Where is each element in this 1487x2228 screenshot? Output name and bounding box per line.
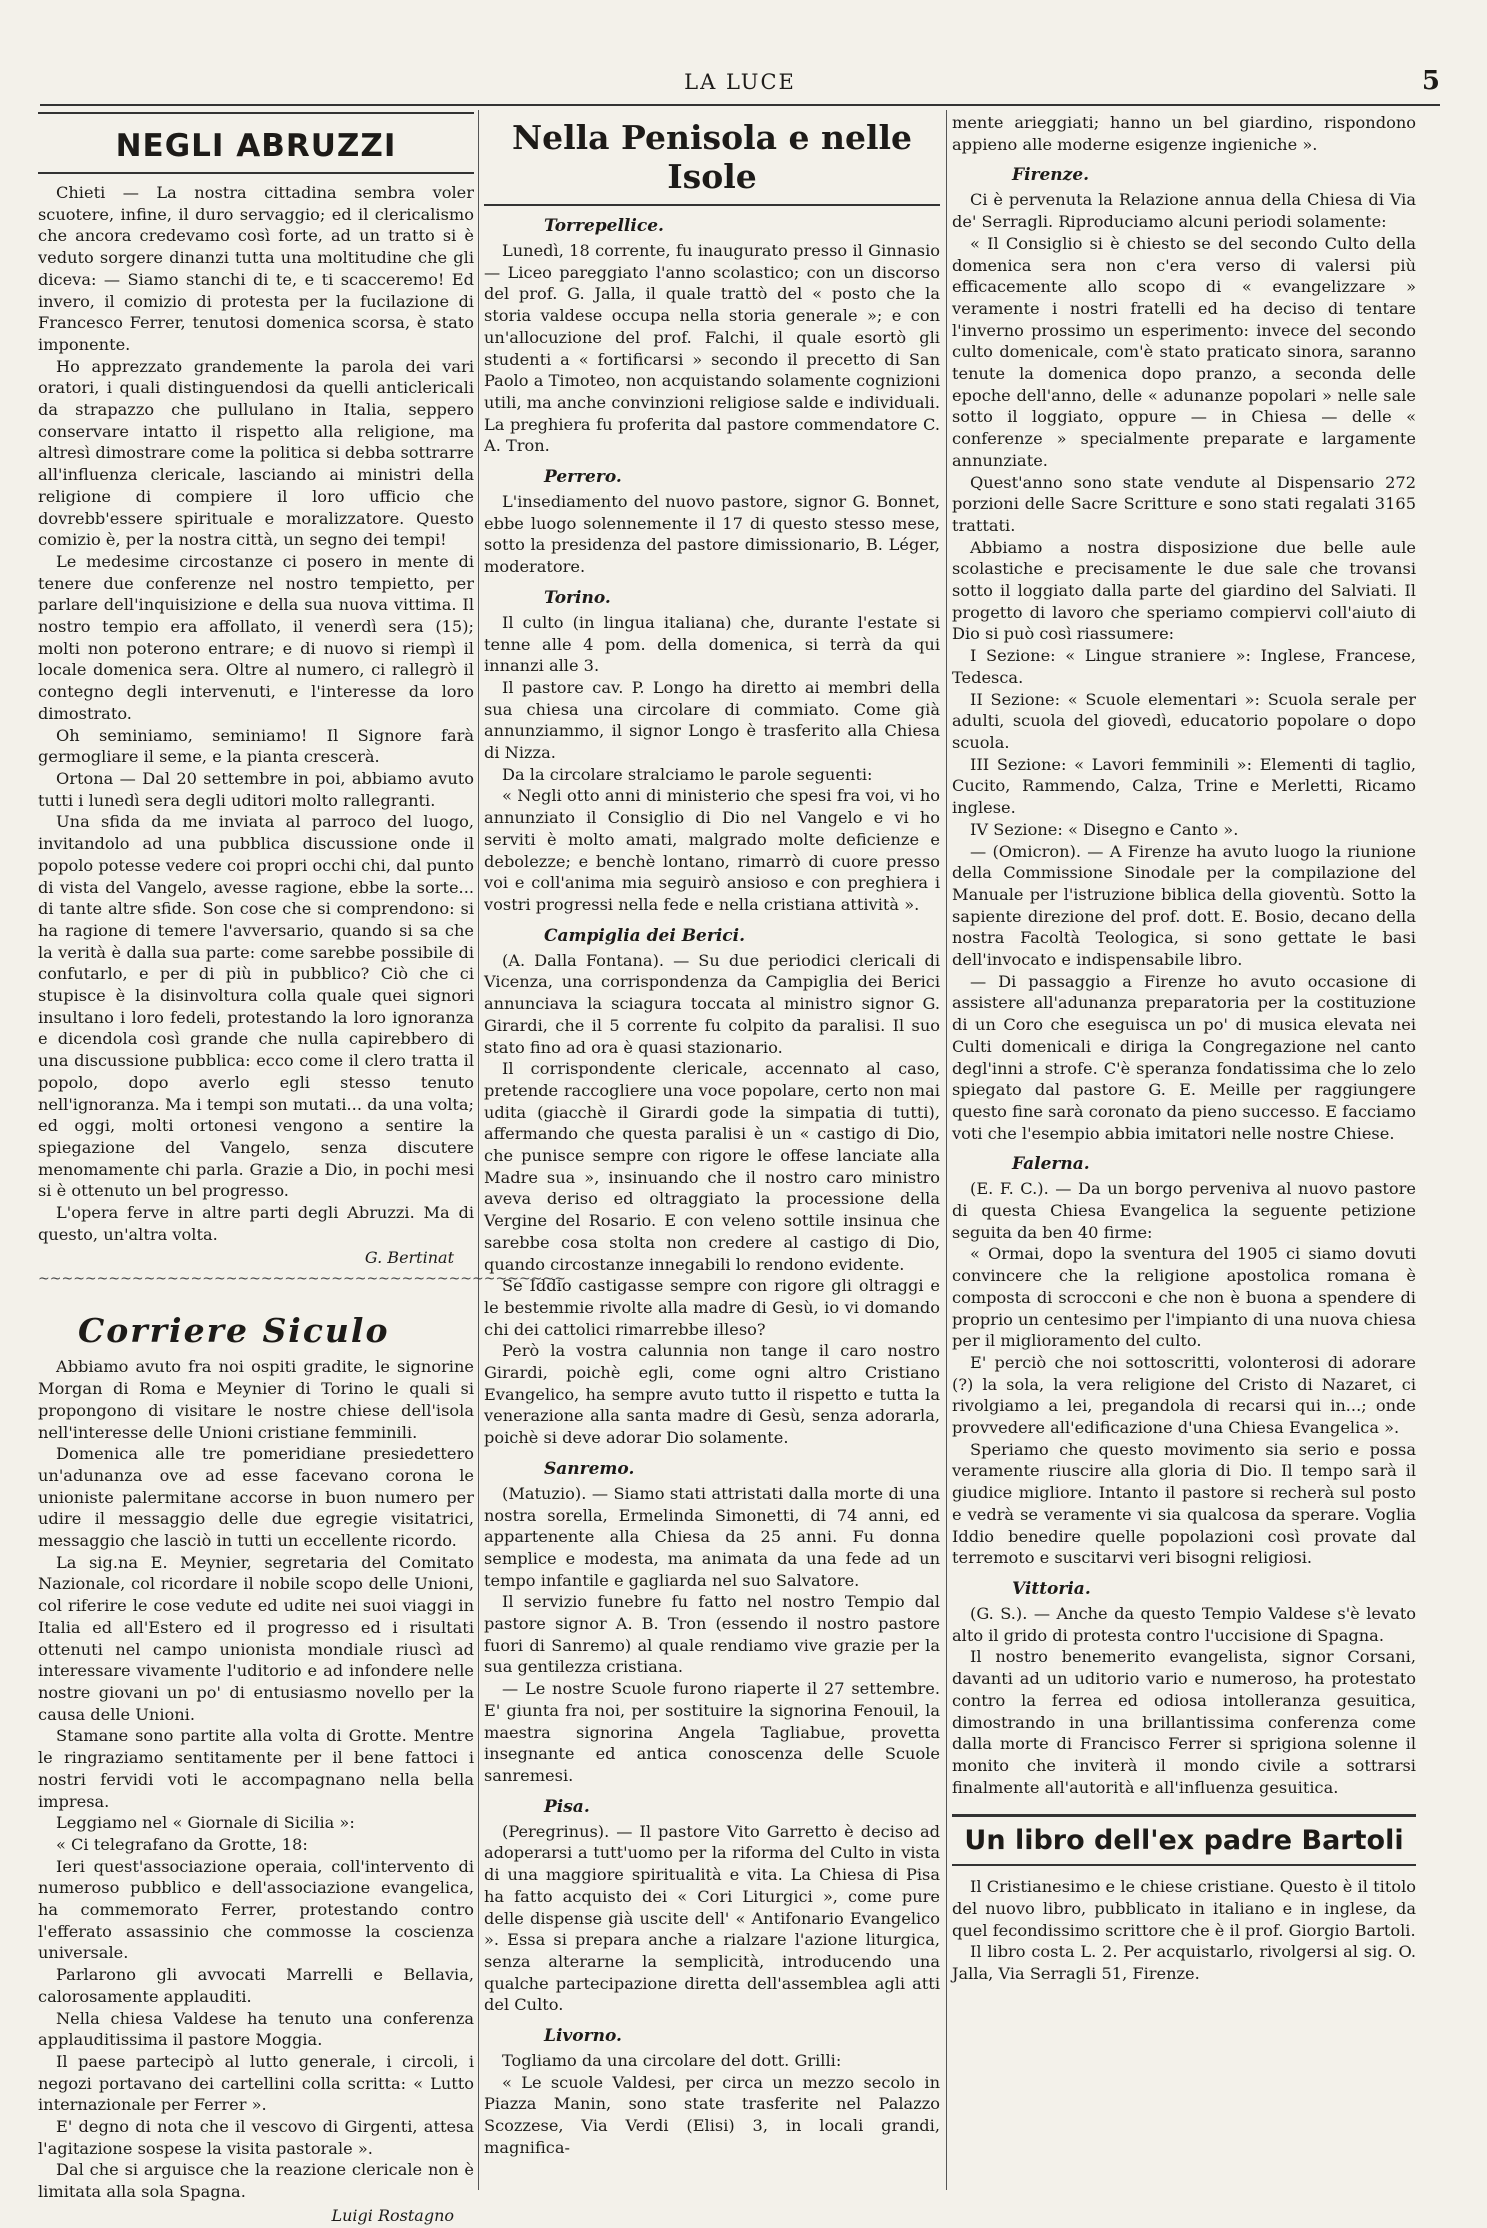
paragraph: Chieti — La nostra cittadina sembra voler scuotere, infine, il duro servaggio; ed il clericalismo che ancora credevamo così forte, ad un tratto si è veduto sorgere dinanzi tutta una moltitudine che gli diceva: — Siamo stanchi di te, e ti scacceremo! Ed invero, il comizio di protesta per la fucilazione di Francesco Ferrer, tenutosi domenica scorsa, è stato imponente. — [38, 183, 474, 354]
subheading: Falerna. — [1012, 1154, 1090, 1175]
paragraph: E' degno di nota che il vescovo di Girgenti, attesa l'agitazione sospese la visita pastorale ». — [38, 2117, 474, 2158]
paragraph: Leggiamo nel « Giornale di Sicilia »: — [56, 1813, 355, 1833]
paragraph: L'opera ferve in altre parti degli Abruzzi. Ma di questo, un'altra volta. — [38, 1203, 474, 1244]
paragraph: Abbiamo avuto fra noi ospiti gradite, le signorine Morgan di Roma e Meynier di Torino le quali si propongono di visitare le nostre chiese dell'isola nell'interesse delle Unioni cristiane femminili. — [38, 1357, 474, 1442]
subheading: Perrero. — [544, 467, 622, 488]
paragraph: La sig.na E. Meynier, segretaria del Comitato Nazionale, col ricordare il nobile scopo delle Unioni, col riferire le cose vedute ed udite nei suoi viaggi in Italia ed all'Estero ed il progresso ed i risultati ottenuti nel campo unionista mondiale riuscì ad interessare vivamente l'uditorio e ad infondere nelle nostre giovani un po' di entusiasmo novello per la causa delle Unioni. — [38, 1552, 474, 1724]
paragraph: Da la circolare stralciamo le parole seguenti: — [502, 764, 873, 784]
paragraph: Il Cristianesimo e le chiese cristiane. Questo è il titolo del nuovo libro, pubblicato in italiano e in inglese, da quel fecondissimo scrittore che è il prof. Giorgio Bartoli. — [952, 1877, 1416, 1940]
paragraph: — (Omicron). — A Firenze ha avuto luogo la riunione della Commissione Sinodale per la compilazione del Manuale per l'istruzione biblica della gioventù. Sotto la sapiente direzione del prof. dott. E. Bosio, decano della nostra Facoltà Teologica, si sono gettate le basi dell'invocato e indispensabile libro. — [952, 841, 1416, 970]
paragraph: Ortona — Dal 20 settembre in poi, abbiamo avuto tutti i lunedì sera degli uditori molto rallegranti. — [38, 768, 474, 810]
paragraph: Il nostro benemerito evangelista, signor Corsani, davanti ad un uditorio vario e numeroso, ha protestato contro la ferrea ed odiosa intolleranza gesuitica, dimostrando in una brillantissima conferenza come dalla morte di Francisco Ferrer si sprigiona solenne il monito che inviterà il mondo civile a sottrarsi finalmente all'autorità e all'influenza gesuitica. — [952, 1647, 1416, 1797]
paragraph: « Il Consiglio si è chiesto se del secondo Culto della domenica sera non c'era verso di valersi più efficacemente allo scopo di « evangelizzare » veramente i nostri fratelli ed ha deciso di tentare l'inverno prossimo un esperimento: invece del secondo culto domenicale, com'è stato praticato sinora, saranno tenute la domenica dopo pranzo, a seconda delle epoche dell'anno, delle « adunanze popolari » nelle sale sotto il loggiato, oppure — in Chiesa — delle « conferenze » specialmente preparate e largamente annunziate. — [952, 233, 1416, 470]
signature: Luigi Rostagno — [331, 2205, 454, 2225]
section-title-corriere-siculo: Corriere Siculo — [78, 1311, 390, 1351]
paragraph: Ieri quest'associazione operaia, coll'intervento di numeroso pubblico e dell'associazione evangelica, ha commemorato Ferrer, protestando contro l'efferato assassinio che commosse la coscienza universale. — [38, 1856, 474, 1963]
paragraph: Il pastore cav. P. Longo ha diretto ai membri della sua chiesa una circolare di commiato. Come già annunziammo, il signor Longo è trasferito alla Chiesa di Nizza. — [484, 677, 940, 763]
paragraph: Il servizio funebre fu fatto nel nostro Tempio dal pastore signor A. B. Tron (essendo il nostro pastore fuori di Sanremo) al quale rendiamo vive grazie per la sua gentilezza cristiana. — [484, 1592, 940, 1677]
column-2 — [484, 112, 940, 2159]
paragraph-continued: mente arieggiati; hanno un bel giardino, rispondono appieno alle moderne esigenze ingieniche ». — [952, 113, 1416, 154]
paragraph: Abbiamo a nostra disposizione due belle aule scolastiche e precisamente le due sale che trovansi sotto il loggiato dalla parte del giardino del Salviati. Il progetto di lavoro che speriamo compiervi coll'aiuto di Dio si può così riassumere: — [952, 537, 1416, 644]
paragraph: (A. Dalla Fontana). — Su due periodici clericali di Vicenza, una corrispondenza da Campiglia dei Berici annunciava la sciagura toccata al ministro signor G. Girardi, che il 5 corrente fu colpito da paralisi. Il suo stato fino ad ora è quasi stazionario. — [484, 950, 940, 1057]
header-rule — [40, 104, 1440, 106]
paragraph: Però la vostra calunnia non tange il caro nostro Girardi, poichè egli, come ogni altro Cristiano Evangelico, ha sempre avuto tutto il rispetto e tutta la venerazione alla santa madre di Gesù, senza adorarla, poichè si deve adorar Dio solamente. — [484, 1341, 940, 1448]
paragraph: Il paese partecipò al lutto generale, i circoli, i negozi portavano dei cartellini colla scritta: « Lutto internazionale per Ferrer ». — [38, 2051, 474, 2115]
column-3 — [952, 112, 1416, 1985]
paragraph: Dal che si arguisce che la reazione clericale non è limitata alla sola Spagna. — [38, 2160, 474, 2202]
subheading: Torino. — [544, 587, 611, 608]
paragraph: Quest'anno sono state vendute al Dispensario 272 porzioni delle Sacre Scritture e sono stati regalati 3165 trattati. — [952, 472, 1416, 535]
paragraph: Le medesime circostanze ci posero in mente di tenere due conferenze nel nostro tempietto, per parlare dell'inquisizione e della sua nuova vittima. Il nostro tempio era affollato, il venerdì sera (15); molti non poterono entrare; e di nuovo si riempì il locale domenica sera. Oltre al numero, ci rallegrò il contegno degli intervenuti, e l'interesse da loro dimostrato. — [38, 551, 474, 723]
subheading: Firenze. — [1012, 165, 1090, 186]
paragraph: Speriamo che questo movimento sia serio e possa veramente riuscire alla gloria di Dio. Il tempo sarà il giudice migliore. Intanto il pastore si recherà sul posto e vedrà se veramente vi sia qualcosa da sperare. Voglia Iddio benedire quelle popolazioni così provate dal terremoto e suscitarvi veri bisogni religiosi. — [952, 1439, 1416, 1568]
paragraph: Se Iddio castigasse sempre con rigore gli oltraggi e le bestemmie rivolte alla madre di Gesù, io vi domando chi dei cattolici rimarrebbe illeso? — [484, 1276, 940, 1339]
wavy-divider: ~~~~~~~~~~~~~~~~~~~~~~~~~~~~~~~~~~~~~~~~~~~~~ — [38, 1271, 566, 1288]
paragraph: — Le nostre Scuole furono riaperte il 27 settembre. E' giunta fra noi, per sostituire la signorina Fenouil, la maestra signorina Angela Tagliabue, provetta insegnante ed antica conoscenza delle Scuole sanremesi. — [484, 1679, 940, 1785]
subheading: Pisa. — [544, 1796, 590, 1817]
paragraph: « Le scuole Valdesi, per circa un mezzo secolo in Piazza Manin, sono state trasferite nel Palazzo Scozzese, Via Verdi (Elisi) 3, in locali grandi, magnifica- — [484, 2072, 940, 2157]
column-rule-1 — [478, 110, 479, 2190]
paragraph: Stamane sono partite alla volta di Grotte. Mentre le ringraziamo sentitamente per il bene fattoci i nostri fervidi voti le accompagnano nella bella impresa. — [38, 1726, 474, 1811]
paragraph: (G. S.). — Anche da questo Tempio Valdese s'è levato alto il grido di protesta contro l'uccisione di Spagna. — [952, 1604, 1416, 1645]
paragraph: « Negli otto anni di ministerio che spesi fra voi, vi ho annunziato il Consiglio di Dio nel Vangelo e vi ho serviti è molto amati, malgrado molte deficienze e debolezze; e benchè lontano, rimarrò di cuore presso voi e coll'anima mia seguirò ansioso e con preghiera i vostri progressi nella fede e nella cristiana attività ». — [484, 786, 940, 914]
paragraph: (Matuzio). — Siamo stati attristati dalla morte di una nostra sorella, Ermelinda Simonetti, di 74 anni, ed appartenente alla Chiesa da 25 anni. Fu donna semplice e modesta, ma animata da una fede ad un tempo infantile e gagliarda nel suo Salvatore. — [484, 1483, 940, 1590]
paragraph: Domenica alle tre pomeridiane presiedettero un'adunanza ove ad esse facevano corona le unioniste palermitane accorse in buon numero per udire il messaggio delle due egregie visitatrici, messaggio che lasciò in tutti un eccellente ricordo. — [38, 1444, 474, 1551]
subheading: Livorno. — [544, 2026, 622, 2047]
subheading: Sanremo. — [544, 1458, 635, 1479]
paragraph: IV Sezione: « Disegno e Canto ». — [970, 819, 1239, 839]
paragraph: Ho apprezzato grandemente la parola dei vari oratori, i quali distinguendosi da quelli anticlericali da strapazzo che pullulano in Italia, seppero conservare intatto il rispetto alla religione, ma altresì dimostrare come la politica si debba sottrarre all'influenza clericale, lasciando ai ministri della religione di compiere il loro ufficio che dovrebb'essere spirituale e moralizzatore. Questo comizio è, per la nostra città, un segno dei tempi! — [38, 356, 474, 550]
paragraph: (Peregrinus). — Il pastore Vito Garretto è deciso ad adoperarsi a tutt'uomo per la riforma del Culto in vista di una maggiore spiritualità e vita. La Chiesa di Pisa ha fatto acquisto dei « Cori Liturgici », come pure delle dispense già uscite dell' « Antifonario Evangelico ». Essa si prepara anche a rialzare l'azione liturgica, senza alterarne la semplicità, introducendo una qualche partecipazione diretta dell'assemblea agli atti del Culto. — [484, 1821, 940, 2015]
signature: G. Bertinat — [364, 1248, 454, 1268]
paragraph: « Ormai, dopo la sventura del 1905 ci siamo dovuti convincere che la religione apostolica romana è composta di scrocconi e che non è buona a spendere di proprio un centesimo per l'impianto di una nuova chiesa per il miglioramento del culto. — [952, 1244, 1416, 1351]
paragraph: (E. F. C.). — Da un borgo perveniva al nuovo pastore di questa Chiesa Evangelica la seguente petizione seguita da ben 40 firme: — [952, 1179, 1416, 1242]
paragraph: Il libro costa L. 2. Per acquistarlo, rivolgersi al sig. O. Jalla, Via Serragli 51, Firenze. — [952, 1942, 1416, 1984]
paragraph: Una sfida da me inviata al parroco del luogo, invitandolo ad una pubblica discussione onde il popolo potesse vedere coi propri occhi chi, dal punto di vista del Vangelo, avesse ragione, ebbe la sorte... di tante altre sfide. Son cose che si comprendono: si ha ragione di temere l'avversario, quando si sa che la verità è dalla sua parte: come sarebbe possibile di confutarlo, e per di più in pubblico? Ciò che ci stupisce è la disinvoltura colla quale quei signori insultano i loro fedeli, protestando la loro ignoranza e dicendola così grande che nulla capirebbero di una discussione pubblica: ecco come il clero tratta il popolo, dopo averlo egli stesso tenuto nell'ignoranza. Ma i tempi son mutati... da una volta; ed oggi, molti ortonesi vengono a sentire la spiegazione del Vangelo, senza discutere menomamente chi parla. Grazie a Dio, in pochi mesi si è ottenuto un bel progresso. — [38, 812, 474, 1201]
section-title-penisola: Nella Penisola e nelle Isole — [484, 112, 940, 206]
paragraph: Togliamo da una circolare del dott. Grilli: — [502, 2051, 842, 2071]
section-title-abruzzi: NEGLI ABRUZZI — [38, 112, 474, 174]
subheading: Vittoria. — [1012, 1579, 1091, 1599]
subheading: Campiglia dei Berici. — [544, 925, 746, 946]
paragraph: L'insediamento del nuovo pastore, signor G. Bonnet, ebbe luogo solennemente il 17 di questo stesso mese, sotto la presidenza del pastore dimissionario, B. Léger, moderatore. — [484, 492, 940, 577]
paragraph: Lunedì, 18 corrente, fu inaugurato presso il Ginnasio — Liceo pareggiato l'anno scolastico; con un discorso del prof. G. Jalla, il quale trattò del « posto che la storia valdese occupa nella storia generale »; e con un'allocuzione del prof. Falchi, il quale esortò gli studenti a « fortificarsi » secondo il precetto di San Paolo a Timoteo, non acquistando solamente cognizioni utili, ma anche convinzioni religiose salde e individuali. La preghiera fu proferita dal pastore commendatore C. A. Tron. — [484, 241, 940, 456]
section-title-bartoli: Un libro dell'ex padre Bartoli — [952, 1814, 1416, 1866]
paragraph: Ci è pervenuta la Relazione annua della Chiesa di Via de' Serragli. Riproduciamo alcuni periodi solamente: — [952, 190, 1416, 232]
paragraph: « Ci telegrafano da Grotte, 18: — [56, 1834, 308, 1854]
paragraph: Il culto (in lingua italiana) che, durante l'estate si tenne alle 4 pom. della domenica, si terrà da qui innanzi alle 3. — [484, 612, 940, 676]
paragraph: Nella chiesa Valdese ha tenuto una conferenza applauditissima il pastore Moggia. — [38, 2008, 474, 2050]
paragraph: Parlarono gli avvocati Marrelli e Bellavia, calorosamente applauditi. — [38, 1965, 474, 2006]
page-header — [40, 64, 1440, 102]
paragraph: Il corrispondente clericale, accennato al caso, pretende raccogliere una voce popolare, certo non mai udita (giacchè il Girardi gode la simpatia di tutti), affermando che questa paralisi è un « castigo di Dio, che punisce sempre con rigore le offese lanciate alla Madre sua », insinuando che il nostro caro ministro aveva deriso ed oltraggiato la processione della Vergine del Rosario. E con veleno sottile insinua che sarebbe cosa stolta non credere al castigo di Dio, quando circostanze innegabili lo rendono evidente. — [484, 1059, 940, 1274]
page-number: 5 — [1421, 66, 1440, 96]
paragraph: — Di passaggio a Firenze ho avuto occasione di assistere all'adunanza preparatoria per la costituzione di un Coro che eseguisca un po' di musica elevata nei Culti domenicali e diriga la Congregazione nel canto degl'inni a strofe. C'è speranza fondatissima che lo zelo spiegato dal pastore G. E. Meille per raggiungere questo fine sarà coronato da pieno successo. E facciamo voti che l'esempio abbia imitatori nelle nostre Chiese. — [952, 971, 1416, 1143]
paragraph: Oh seminiamo, seminiamo! Il Signore farà germogliare il seme, e la pianta crescerà. — [38, 725, 474, 767]
paragraph: E' perciò che noi sottoscritti, volonterosi di adorare (?) la sola, la vera religione del Cristo di Nazaret, ci rivolgiamo a lei, pregandola di recarsi qui in...; onde provvedere all'edificazione d'una Chiesa Evangelica ». — [952, 1352, 1416, 1438]
paragraph: II Sezione: « Scuole elementari »: Scuola serale per adulti, scuola del giovedì, educatorio popolare o dopo scuola. — [952, 689, 1416, 752]
paragraph: I Sezione: « Lingue straniere »: Inglese, Francese, Tedesca. — [952, 646, 1416, 687]
paragraph: III Sezione: « Lavori femminili »: Elementi di taglio, Cucito, Rammendo, Calza, Trine e Merletti, Ricamo inglese. — [952, 754, 1416, 818]
column-1 — [38, 112, 566, 2228]
column-rule-2 — [946, 110, 947, 2190]
subheading: Torrepellice. — [544, 216, 664, 236]
masthead-title: LA LUCE — [684, 70, 796, 94]
